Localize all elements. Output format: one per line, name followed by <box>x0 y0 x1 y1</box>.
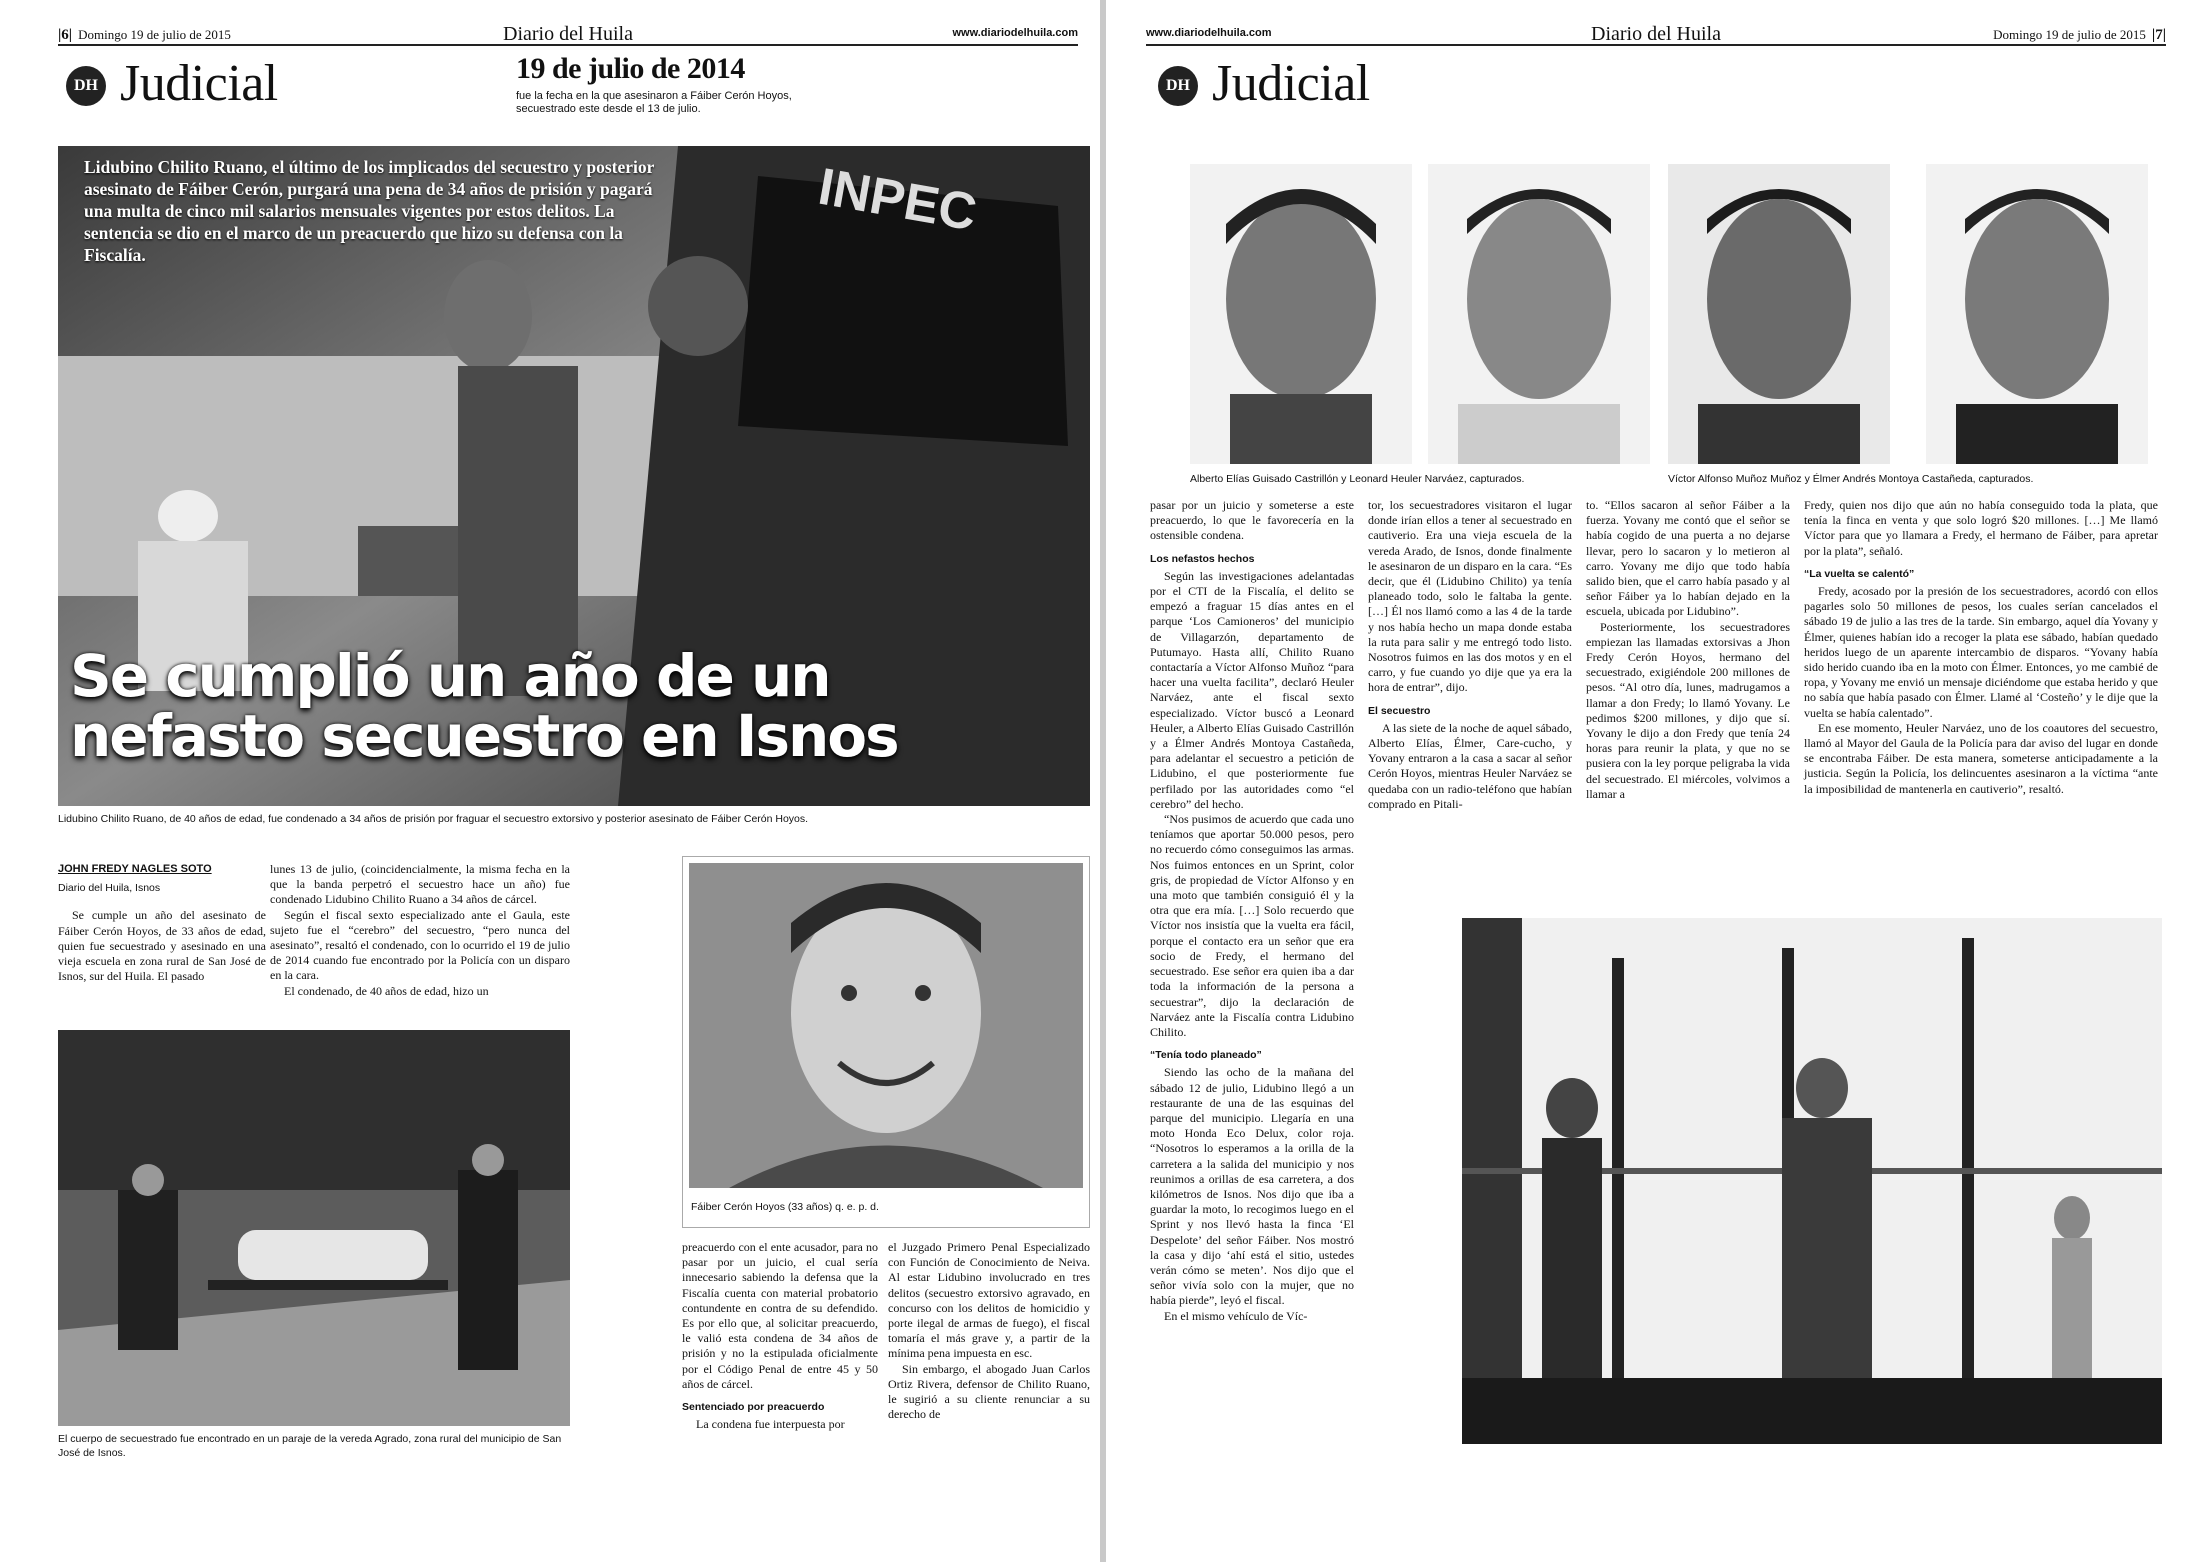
paragraph: pasar por un juicio y someterse a este preacuerdo, lo que le favorecería en la ostensible condena. <box>1150 498 1354 543</box>
right-runner-folio: Domingo 19 de julio de 2015 |7| <box>1993 27 2166 43</box>
body-photo-caption: El cuerpo de secuestrado fue encontrado en un paraje de la vereda Agrado, zona rural del municipio de San José de Isnos. <box>58 1433 562 1459</box>
subhead: Los nefastos hechos <box>1150 552 1255 565</box>
left-column-3 <box>682 1240 878 1432</box>
subhead: El secuestro <box>1368 704 1431 717</box>
paragraph: La condena fue interpuesta por <box>696 1417 845 1432</box>
left-runner <box>58 24 1078 46</box>
paragraph: Fredy, quien nos dijo que aún no había conseguido toda la plata, que tenía la finca en venta y que solo logró $20 millones. […] Me llamó Víctor para que yo llamara a Fredy, el hermano de Fáiber, para apretar por la plata”, señaló. <box>1804 498 2158 558</box>
mugshot-caption-1: Alberto Elías Guisado Castrillón y Leonard Heuler Narváez, capturados. <box>1190 473 1525 485</box>
hero-caption: Lidubino Chilito Ruano, de 40 años de edad, fue condenado a 34 años de prisión por fraguar el secuestro extorsivo y posterior asesinato de Fáiber Cerón Hoyos. <box>58 813 809 825</box>
subhead: “Tenía todo planeado” <box>1150 1049 1262 1062</box>
portrait-caption: Fáiber Cerón Hoyos (33 años) q. e. p. d. <box>691 1201 879 1213</box>
left-page <box>0 0 1100 1562</box>
left-runner-folio: |6| Domingo 19 de julio de 2015 <box>58 27 231 43</box>
paragraph: Posteriormente, los secuestradores empiezan las llamadas extorsivas a Jhon Fredy Cerón Hoyos, hermano del secuestrado, exigiéndole 200 millones de pesos. “Al otro día, lunes, madrugamos a llamar a don Fredy; lo llamó Yovany. Le pedimos $200 millones, y dijo que sí. Yovany le dijo a don Fredy que tenía 24 horas para reunir la plata, y que no se pusiera con la ley porque peligraba la vida del secuestrado. El miércoles, volvimos a llamar a <box>1586 619 1790 801</box>
paragraph: En el mismo vehículo de Víc- <box>1164 1308 1308 1323</box>
paragraph: Según las investigaciones adelantadas por el CTI de la Fiscalía, el delito se empezó a fraguar 15 días antes en el parque ‘Los Camioneros’ del municipio de Villagarzón, departamento de Putumayo. Hasta allí, Chilito Ruano contactaría a Víctor Alfonso Muñoz “para hacer una vuelta facilita”, declaró Heuler Narváez, ante el fiscal sexto especializado. Víctor buscó a Leonard Heuler, a Alberto Elías Guisado Castrillón y a Élmer Andrés Montoya Castañeda, para adelantar el secuestro a petición de Lidubino, el que posteriormente fue perfilado por las autoridades como “el cerebro” del hecho. <box>1150 568 1354 811</box>
byline-location: Diario del Huila, Isnos <box>58 882 161 895</box>
paragraph: “Nos pusimos de acuerdo que cada uno teníamos que aportar 50.000 pesos, pero no recuerdo cómo conseguimos las armas. Nos fuimos entonces en un Sprint, color gris, de propiedad de Víctor Alfonso y en una moto que también consiguió él y la otra que era mía. […] Solo recuerdo que Víctor nos insistía que la vuelta era fácil, porque el contacto era un señor que era socio de Fredy, el hermano del secuestrado. Ese señor era quien iba a dar toda la información de la persona a secuestrar”, dijo la declaración de Narváez ante la Fiscalía contra Lidubino Chilito. <box>1150 812 1354 1039</box>
section-title: Judicial <box>1212 55 1370 112</box>
dh-logo-icon: DH <box>66 66 106 106</box>
paragraph: tor, los secuestradores visitaron el lugar donde irían ellos a tener al secuestrado en cautiverio. Era una vieja escuela de la vereda Arado, de Isnos, donde finalmente le asesinaron de un disparo en la cara. “Es decir, que él (Lidubino Chilito) ya tenía planeado todo, solo le faltaba la gente. […] Él nos llamó como a las 4 de la tarde y nos había hecho un mapa donde estaba la ruta para salir y me entregó todo listo. Nosotros fuimos en las dos motos y en el carro, y fue cuando yo dije que ya era la hora de entrar”, dijo. <box>1368 498 1572 695</box>
paragraph: lunes 13 de julio, (coincidencialmente, la misma fecha en la que la banda perpetró el secuestro hace un año) fue condenado Lidubino Chilito Ruano a 34 años de cárcel. <box>270 862 570 907</box>
right-masthead: Diario del Huila <box>1591 23 1721 45</box>
portrait-frame <box>682 856 1090 1228</box>
left-column-1 <box>58 862 266 984</box>
paragraph: El condenado, de 40 años de edad, hizo un <box>284 983 489 998</box>
portrait-photo <box>689 863 1083 1188</box>
byline: JOHN FREDY NAGLES SOTO <box>58 863 212 875</box>
mugshot-2 <box>1428 164 1650 464</box>
mugshot-4 <box>1926 164 2148 464</box>
dh-logo-icon: DH <box>1158 66 1198 106</box>
section-title: Judicial <box>120 55 278 112</box>
paragraph: preacuerdo con el ente acusador, para no pasar por un juicio, el cual sería innecesario sabiendo la defensa que la Fiscalía cuenta con material probatorio contundente en contra de su defendido. Es por ello que, al solicitar preacuerdo, le valió esta condena de 34 años de prisión y no la estipulada oficialmente por el Código Penal de entre 45 y 50 años de cárcel. <box>682 1240 878 1391</box>
mugshot-caption-2: Víctor Alfonso Muñoz Muñoz y Élmer Andrés Montoya Castañeda, capturados. <box>1668 473 2034 485</box>
paragraph: Se cumple un año del asesinato de Fáiber Cerón Hoyos, de 33 años de edad, quien fue secuestrado y asesinado en una vieja escuela en zona rural de San José de Isnos, sur del Huila. El pasado <box>58 908 266 984</box>
right-page <box>1106 0 2206 1562</box>
paragraph: A las siete de la noche de aquel sábado, Alberto Elías, Élmer, Care-cucho, y Yovany entraron a la casa a sacar al señor Cerón Hoyos, mientras Heuler Narváez se quedaba con un radio-teléfono que habían comprado en Pitali- <box>1368 720 1572 811</box>
body-photo <box>58 1030 570 1426</box>
date-callout-headline: 19 de julio de 2014 <box>516 52 745 85</box>
mugshot-1 <box>1190 164 1412 464</box>
paragraph: Según el fiscal sexto especializado ante el Gaula, este sujeto fue el “cerebro” del secuestro, “pero nunca del asesinato”, resaltó el condenado, con lo ocurrido el 19 de julio de 2014 cuando fue encontrado por la Policía con un disparo en la cara. <box>270 907 570 983</box>
left-column-4 <box>888 1240 1090 1422</box>
paragraph: to. “Ellos sacaron al señor Fáiber a la fuerza. Yovany me contó que el señor se había cogido de una puerta a no dejarse llevar, pero lo sacaron y lo metieron al carro. Yovany me dijo que todo había salido bien, que el carro había pasado y al señor Fáiber ya lo habían dejado en la escuela, ubicada por Lidubino”. <box>1586 498 1790 619</box>
subhead: “La vuelta se calentó” <box>1804 567 1915 580</box>
right-column-1 <box>1150 498 1354 1324</box>
paragraph: En ese momento, Heuler Narváez, uno de los coautores del secuestro, llamó al Mayor del Gaula de la Policía para dar aviso del lugar en donde se encontraba Fáiber. De esta manera, someterse anticipadamente a la justicia. Según la Policía, los delincuentes asesinaron a la víctima “ante la imposibilidad de mantenerla en cautiverio”, resaltó. <box>1804 720 2158 796</box>
right-runner <box>1146 24 2166 46</box>
paragraph: el Juzgado Primero Penal Especializado con Función de Conocimiento de Neiva. Al estar Lidubino involucrado en tres delitos (secuestro extorsivo agravado, en concurso con los delitos de homicidio y porte ilegal de armas de fuego), el fiscal tomaría el más grave y, a partir de la mínima pena impuesta en esc. <box>888 1240 1090 1361</box>
right-column-3 <box>1586 498 1790 802</box>
right-url: www.diariodelhuila.com <box>1146 27 1272 39</box>
inpec-vest-text: INPEC <box>814 157 981 243</box>
left-column-2 <box>270 862 570 999</box>
lead-paragraph: Lidubino Chilito Ruano, el último de los implicados del secuestro y posterior asesinato de Fáiber Cerón, purgará una pena de 34 años de prisión y pagará una multa de cinco mil salarios mensuales vigentes por estos delitos. La sentencia se dio en el marco de un preacuerdo que hizo su defensa con la Fiscalía. <box>84 157 655 265</box>
right-column-4 <box>1804 498 2158 797</box>
date-callout-text: fue la fecha en la que asesinaron a Fáiber Cerón Hoyos, secuestrado este desde el 13 de julio. <box>516 90 792 115</box>
paragraph: Sin embargo, el abogado Juan Carlos Ortiz Rivera, defensor de Chilito Ruano, le sugirió a su cliente renunciar a su derecho de <box>888 1361 1090 1422</box>
paragraph: Fredy, acosado por la presión de los secuestradores, acordó con ellos pagarles solo 50 millones de pesos, los cuales serían cancelados el sábado 19 de julio a las tres de la tarde. Sin embargo, aquel día Yovany y Élmer, quienes habían ido a recoger la plata ese sábado, habían quedado heridos luego de un aparente intercambio de disparos. “Yovany había sido herido cuando iba en la moto con Élmer. Entonces, yo me cambié de ropa, y Yovany me envió un mensaje diciéndome que estaba herido y que no sabía que había pasado con Élmer. Llamé al ‘Costeño’ y le dije que la vuelta se había calentado”. <box>1804 584 2158 720</box>
paragraph: Siendo las ocho de la mañana del sábado 12 de julio, Lidubino llegó a un restaurante de una de las esquinas del parque del municipio. Llegaría en una moto Honda Eco Delux, color roja. “Nosotros lo esperamos a la orilla de la carretera a la salida del municipio y nos reunimos a orillas de esa carretera, a dos kilómetros de Isnos. Nos dijo que iba a guardar la moto, lo recogimos luego en el Sprint y nos llevó hasta la finca ‘El Despelote’ del señor Fáiber. Nos mostró la casa y dijo ‘ahí está el sitio, ustedes verán cómo se meten’. Nos dijo que el señor vivía solo con la mujer, que no había pierde”, leyó el fiscal. <box>1150 1065 1354 1308</box>
subhead: Sentenciado por preacuerdo <box>682 1401 825 1414</box>
main-headline: Se cumplió un año de un nefasto secuestro en Isnos <box>70 642 898 770</box>
left-url: www.diariodelhuila.com <box>952 27 1078 39</box>
left-masthead: Diario del Huila <box>503 23 633 45</box>
window-photo <box>1462 918 2162 1444</box>
mugshot-3 <box>1668 164 1890 464</box>
right-column-2 <box>1368 498 1572 812</box>
